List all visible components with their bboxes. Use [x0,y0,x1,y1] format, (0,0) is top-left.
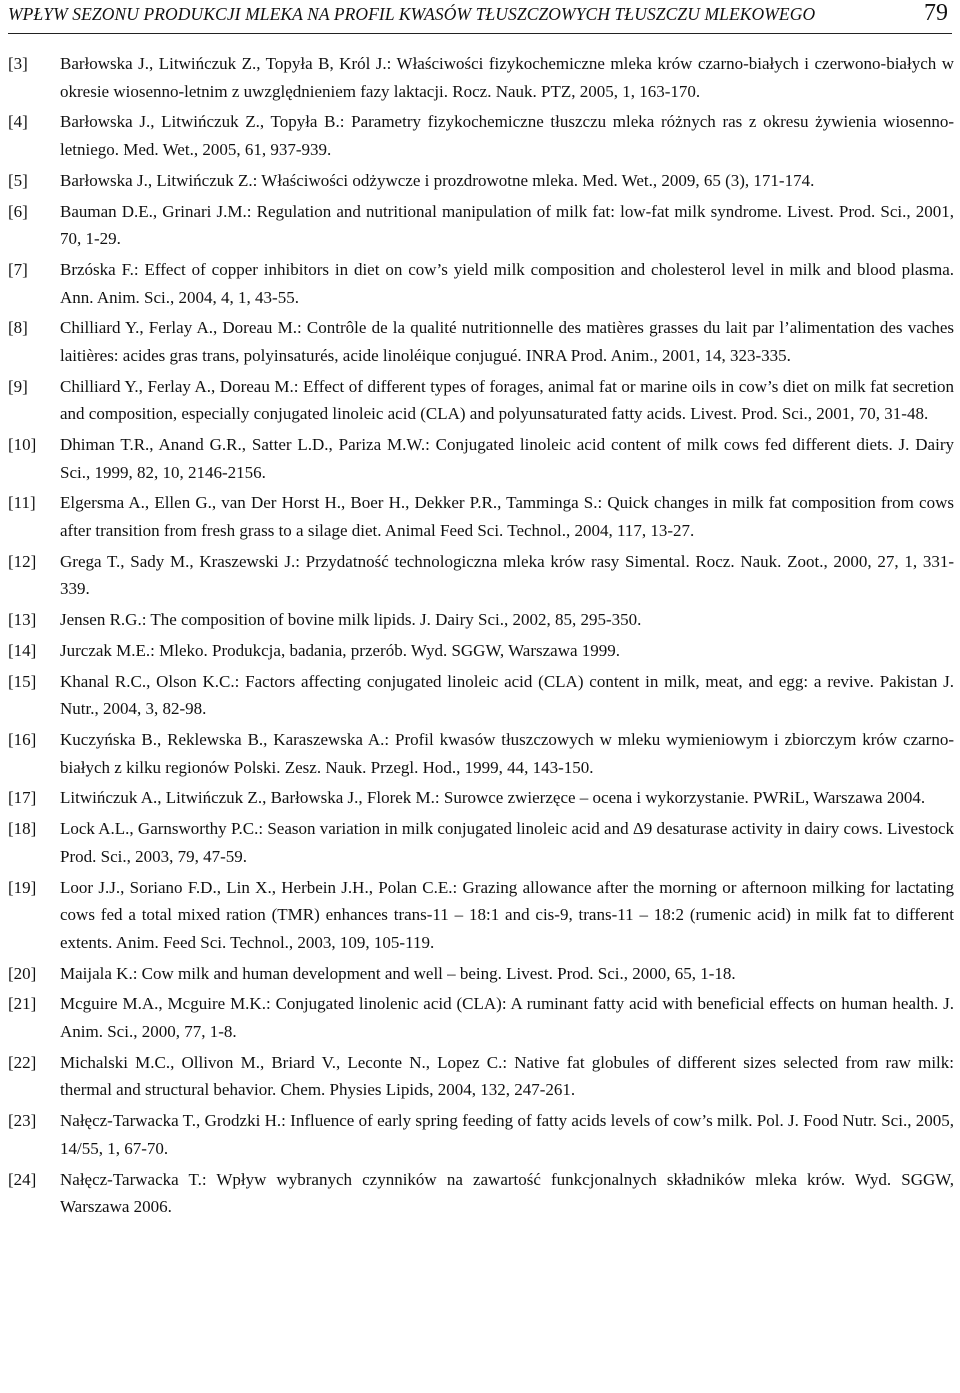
reference-number: [21] [8,994,37,1014]
reference-number: [23] [8,1111,37,1131]
reference-number: [6] [8,201,28,221]
reference-item [8,960,954,988]
reference-text: Kuczyńska B., Reklewska B., Karaszewska A.: Profil kwasów tłuszczowych w mleku wymieniowym i zbiorczym krów czarno-białych z kilku regionów Polski. Zesz. Nauk. Przegl. Hod., 1999, 44, 143-150. [60,730,954,777]
reference-item [8,1166,954,1221]
reference-item [8,314,954,369]
reference-item [8,373,954,428]
reference-text: Elgersma A., Ellen G., van Der Horst H., Boer H., Dekker P.R., Tamminga S.: Quick changes in milk fat composition from cows after transition from fresh grass to a silage diet. Animal Feed Sci. Technol., 2004, 117, 13-27. [60,493,954,540]
reference-item [8,874,954,957]
reference-number: [19] [8,877,37,897]
reference-text: Barłowska J., Litwińczuk Z.: Właściwości odżywcze i prozdrowotne mleka. Med. Wet., 2009, 65 (3), 171-174. [60,170,815,190]
reference-number: [15] [8,671,37,691]
running-header [8,0,952,34]
reference-number: [24] [8,1169,37,1189]
reference-number: [5] [8,170,28,190]
reference-text: Barłowska J., Litwińczuk Z., Topyła B.: Parametry fizykochemiczne tłuszczu mleka różnych ras z okresu żywienia wiosenno-letniego. Med. Wet., 2005, 61, 937-939. [60,112,954,159]
reference-number: [4] [8,112,28,132]
reference-number: [7] [8,259,28,279]
reference-number: [18] [8,819,37,839]
reference-item [8,815,954,870]
reference-item [8,489,954,544]
reference-text: Nałęcz-Tarwacka T.: Wpływ wybranych czynników na zawartość funkcjonalnych składników mleka krów. Wyd. SGGW, Warszawa 2006. [60,1169,954,1217]
reference-text: Jensen R.G.: The composition of bovine milk lipids. J. Dairy Sci., 2002, 85, 295-350. [60,610,642,630]
reference-text: Lock A.L., Garnsworthy P.C.: Season variation in milk conjugated linoleic acid and Δ9 desaturase activity in dairy cows. Livestock Prod. Sci., 2003, 79, 47-59. [60,819,954,866]
reference-text: Nałęcz-Tarwacka T., Grodzki H.: Influence of early spring feeding of fatty acids levels of cow’s milk. Pol. J. Food Nutr. Sci., 2005, 14/55, 1, 67-70. [60,1111,954,1158]
reference-item [8,990,954,1045]
reference-item [8,108,954,163]
reference-text: Barłowska J., Litwińczuk Z., Topyła B, Król J.: Właściwości fizykochemiczne mleka krów czarno-białych i czerwono-białych w okresie wiosenno-letnim z uwzględnieniem fazy laktacji. Rocz. Nauk. PTZ, 2005, 1, 163-170. [60,54,954,101]
reference-number: [3] [8,54,28,73]
reference-number: [22] [8,1052,37,1072]
reference-text: Michalski M.C., Ollivon M., Briard V., Leconte N., Lopez C.: Native fat globules of different sizes selected from raw milk: thermal and structural behavior. Chem. Physies Lipids, 2004, 132, 247-261. [60,1052,954,1100]
reference-text: Loor J.J., Soriano F.D., Lin X., Herbein J.H., Polan C.E.: Grazing allowance after the morning or afternoon milking for lactating cows fed a total mixed ration (TMR) enhances trans-11 – 18:1 and cis-9, trans-11 – 18:2 (rumenic acid) in milk fat to different extents. Anim. Feed Sci. Technol., 2003, 109, 105-119. [60,877,954,952]
reference-number: [11] [8,493,36,513]
reference-item [8,548,954,603]
reference-item [8,668,954,723]
reference-item [8,256,954,311]
reference-text: Litwińczuk A., Litwińczuk Z., Barłowska J., Florek M.: Surowce zwierzęce – ocena i wykorzystanie. PWRiL, Warszawa 2004. [60,788,926,808]
reference-text: Maijala K.: Cow milk and human development and well – being. Livest. Prod. Sci., 2000, 65, 1-18. [60,963,736,983]
reference-text: Grega T., Sady M., Kraszewski J.: Przydatność technologiczna mleka krów rasy Simental. Rocz. Nauk. Zoot., 2000, 27, 1, 331-339. [60,551,954,599]
reference-text: Brzóska F.: Effect of copper inhibitors in diet on cow’s yield milk composition and cholesterol level in milk and blood plasma. Ann. Anim. Sci., 2004, 4, 1, 43-55. [60,259,954,307]
reference-number: [8] [8,318,28,338]
reference-item [8,167,954,195]
reference-number: [16] [8,730,37,750]
reference-number: [20] [8,963,37,983]
reference-number: [12] [8,551,37,571]
reference-number: [10] [8,435,37,455]
reference-text: Mcguire M.A., Mcguire M.K.: Conjugated linolenic acid (CLA): A ruminant fatty acid with beneficial effects on human health. J. Anim. Sci., 2000, 77, 1-8. [60,994,954,1041]
reference-item [8,784,954,812]
reference-item [8,606,954,634]
reference-text: Bauman D.E., Grinari J.M.: Regulation and nutritional manipulation of milk fat: low-fat milk syndrome. Livest. Prod. Sci., 2001, 70, 1-29. [60,201,954,249]
reference-number: [17] [8,788,37,808]
reference-item [8,1107,954,1162]
reference-text: Khanal R.C., Olson K.C.: Factors affecting conjugated linoleic acid (CLA) content in milk, meat, and egg: a revive. Pakistan J. Nutr., 2004, 3, 82-98. [60,671,954,719]
reference-item [8,50,954,105]
reference-item [8,637,954,665]
reference-item [8,726,954,781]
reference-text: Dhiman T.R., Anand G.R., Satter L.D., Pariza M.W.: Conjugated linoleic acid content of milk cows fed different diets. J. Dairy Sci., 1999, 82, 10, 2146-2156. [60,435,954,482]
reference-item [8,1049,954,1104]
reference-text: Chilliard Y., Ferlay A., Doreau M.: Effect of different types of forages, animal fat or marine oils in cow’s diet on milk fat secretion and composition, especially conjugated linoleic acid (CLA) and polyunsaturated fatty acids. Livest. Prod. Sci., 2001, 70, 31-48. [60,376,954,424]
reference-item [8,431,954,486]
reference-number: [13] [8,610,37,630]
reference-list [8,50,954,1224]
reference-number: [14] [8,640,37,660]
running-title: WPŁYW SEZONU PRODUKCJI MLEKA NA PROFIL KWASÓW TŁUSZCZOWYCH TŁUSZCZU MLEKOWEGO [8,4,816,24]
page-number: 79 [924,0,948,26]
reference-text: Jurczak M.E.: Mleko. Produkcja, badania, przerób. Wyd. SGGW, Warszawa 1999. [60,640,621,660]
reference-text: Chilliard Y., Ferlay A., Doreau M.: Contrôle de la qualité nutritionnelle des matières grasses du lait par l’alimentation des vaches laitières: acides gras trans, polyinsaturés, acide linoléique conjugué. INRA Prod. Anim., 2001, 14, 323-335. [60,318,954,365]
reference-number: [9] [8,376,28,396]
reference-item [8,198,954,253]
